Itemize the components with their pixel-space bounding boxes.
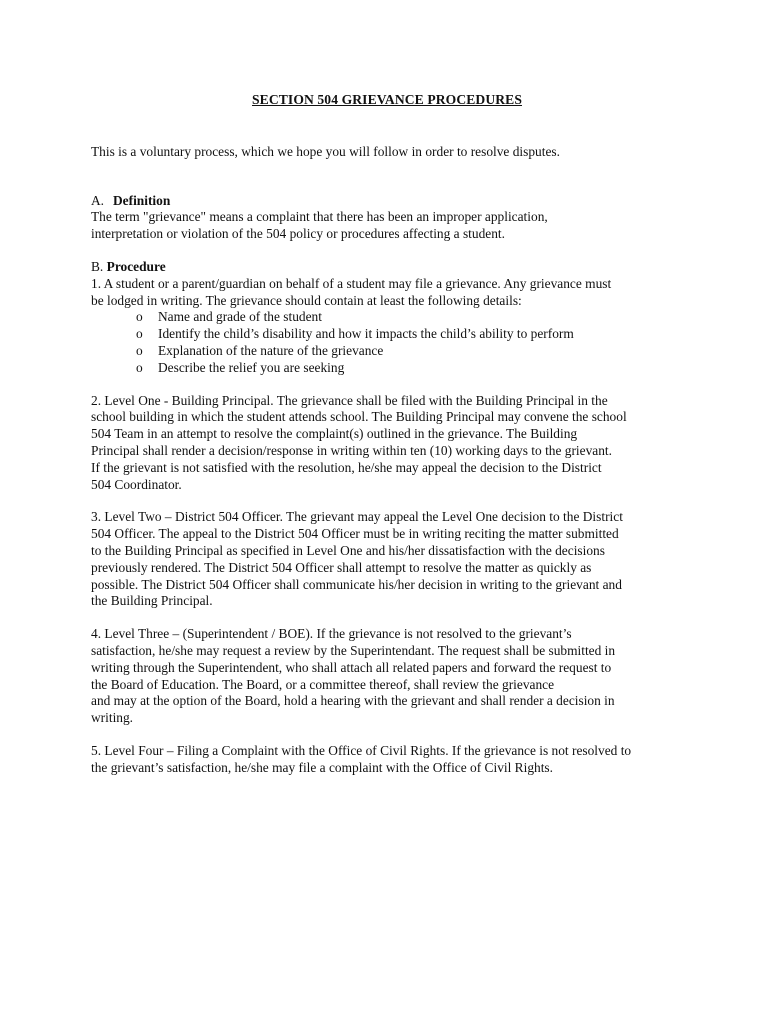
definition-section (91, 193, 683, 243)
document-page (91, 92, 683, 793)
definition-heading (91, 193, 683, 210)
list-item (136, 343, 683, 360)
list-item-text: Name and grade of the student (158, 309, 322, 325)
paragraph-line: writing through the Superintendent, who shall attach all related papers and forward the request to (91, 659, 612, 675)
paragraph-line: possible. The District 504 Officer shall communicate his/her decision in writing to the grievant and (91, 576, 622, 592)
paragraph-line: previously rendered. The District 504 Officer shall attempt to resolve the matter as quickly as (91, 559, 592, 575)
list-item-text: Describe the relief you are seeking (158, 359, 345, 375)
paragraph-line: and may at the option of the Board, hold a hearing with the grievant and shall render a decision in (91, 693, 615, 709)
paragraph-line: to the Building Principal as specified in Level One and his/her dissatisfaction with the decisions (91, 542, 605, 558)
list-item (136, 360, 683, 377)
level-one-paragraph (91, 393, 683, 494)
paragraph-line: 504 Team in an attempt to resolve the complaint(s) outlined in the grievance. The Building (91, 426, 578, 442)
paragraph-line: 504 Officer. The appeal to the District 504 Officer must be in writing reciting the matter submitted (91, 526, 619, 542)
page-title: SECTION 504 GRIEVANCE PROCEDURES (252, 92, 522, 107)
paragraph-line: Principal shall render a decision/response in writing within ten (10) working days to the grievant. (91, 442, 612, 458)
paragraph-line: the Board of Education. The Board, or a committee thereof, shall review the grievance (91, 676, 555, 692)
list-item (136, 326, 683, 343)
intro-paragraph: This is a voluntary process, which we hope you will follow in order to resolve disputes. (91, 143, 560, 159)
paragraph-line: the Building Principal. (91, 593, 213, 609)
paragraph-line: 504 Coordinator. (91, 476, 182, 492)
procedure-heading (91, 259, 683, 276)
paragraph-line: 3. Level Two – District 504 Officer. The grievant may appeal the Level One decision to the District (91, 509, 623, 525)
bullet-icon: o (136, 342, 143, 358)
definition-letter: A. (91, 192, 105, 208)
level-three-paragraph (91, 626, 683, 727)
procedure-heading-label: Procedure (106, 258, 166, 274)
paragraph-line: satisfaction, he/she may request a review by the Superintendant. The request shall be submitted in (91, 642, 616, 658)
paragraph-line: 5. Level Four – Filing a Complaint with the Office of Civil Rights. If the grievance is not resolved to (91, 742, 632, 758)
procedure-letter: B. (91, 258, 104, 274)
list-item-text: Explanation of the nature of the grievance (158, 342, 384, 358)
definition-text-line: interpretation or violation of the 504 policy or procedures affecting a student. (91, 226, 505, 242)
bullet-icon: o (136, 326, 143, 342)
paragraph-line: If the grievant is not satisfied with the resolution, he/she may appeal the decision to the District (91, 459, 602, 475)
procedure-section (91, 259, 683, 377)
procedure-item-line: be lodged in writing. The grievance should contain at least the following details: (91, 292, 522, 308)
paragraph-line: the grievant’s satisfaction, he/she may file a complaint with the Office of Civil Rights. (91, 759, 553, 775)
bullet-icon: o (136, 309, 143, 325)
list-item (136, 309, 683, 326)
details-list (91, 309, 683, 376)
level-four-paragraph (91, 743, 683, 777)
procedure-item-line: 1. A student or a parent/guardian on behalf of a student may file a grievance. Any grievance must (91, 275, 612, 291)
paragraph-line: writing. (91, 710, 134, 726)
paragraph-line: 2. Level One - Building Principal. The grievance shall be filed with the Building Principal in the (91, 392, 608, 408)
level-two-paragraph (91, 509, 683, 610)
paragraph-line: school building in which the student attends school. The Building Principal may convene the school (91, 409, 627, 425)
definition-text-line: The term "grievance" means a complaint that there has been an improper application, (91, 209, 548, 225)
paragraph-line: 4. Level Three – (Superintendent / BOE). If the grievance is not resolved to the grievant’s (91, 626, 572, 642)
bullet-icon: o (136, 359, 143, 375)
list-item-text: Identify the child’s disability and how it impacts the child’s ability to perform (158, 326, 574, 342)
definition-heading-label: Definition (113, 192, 171, 208)
